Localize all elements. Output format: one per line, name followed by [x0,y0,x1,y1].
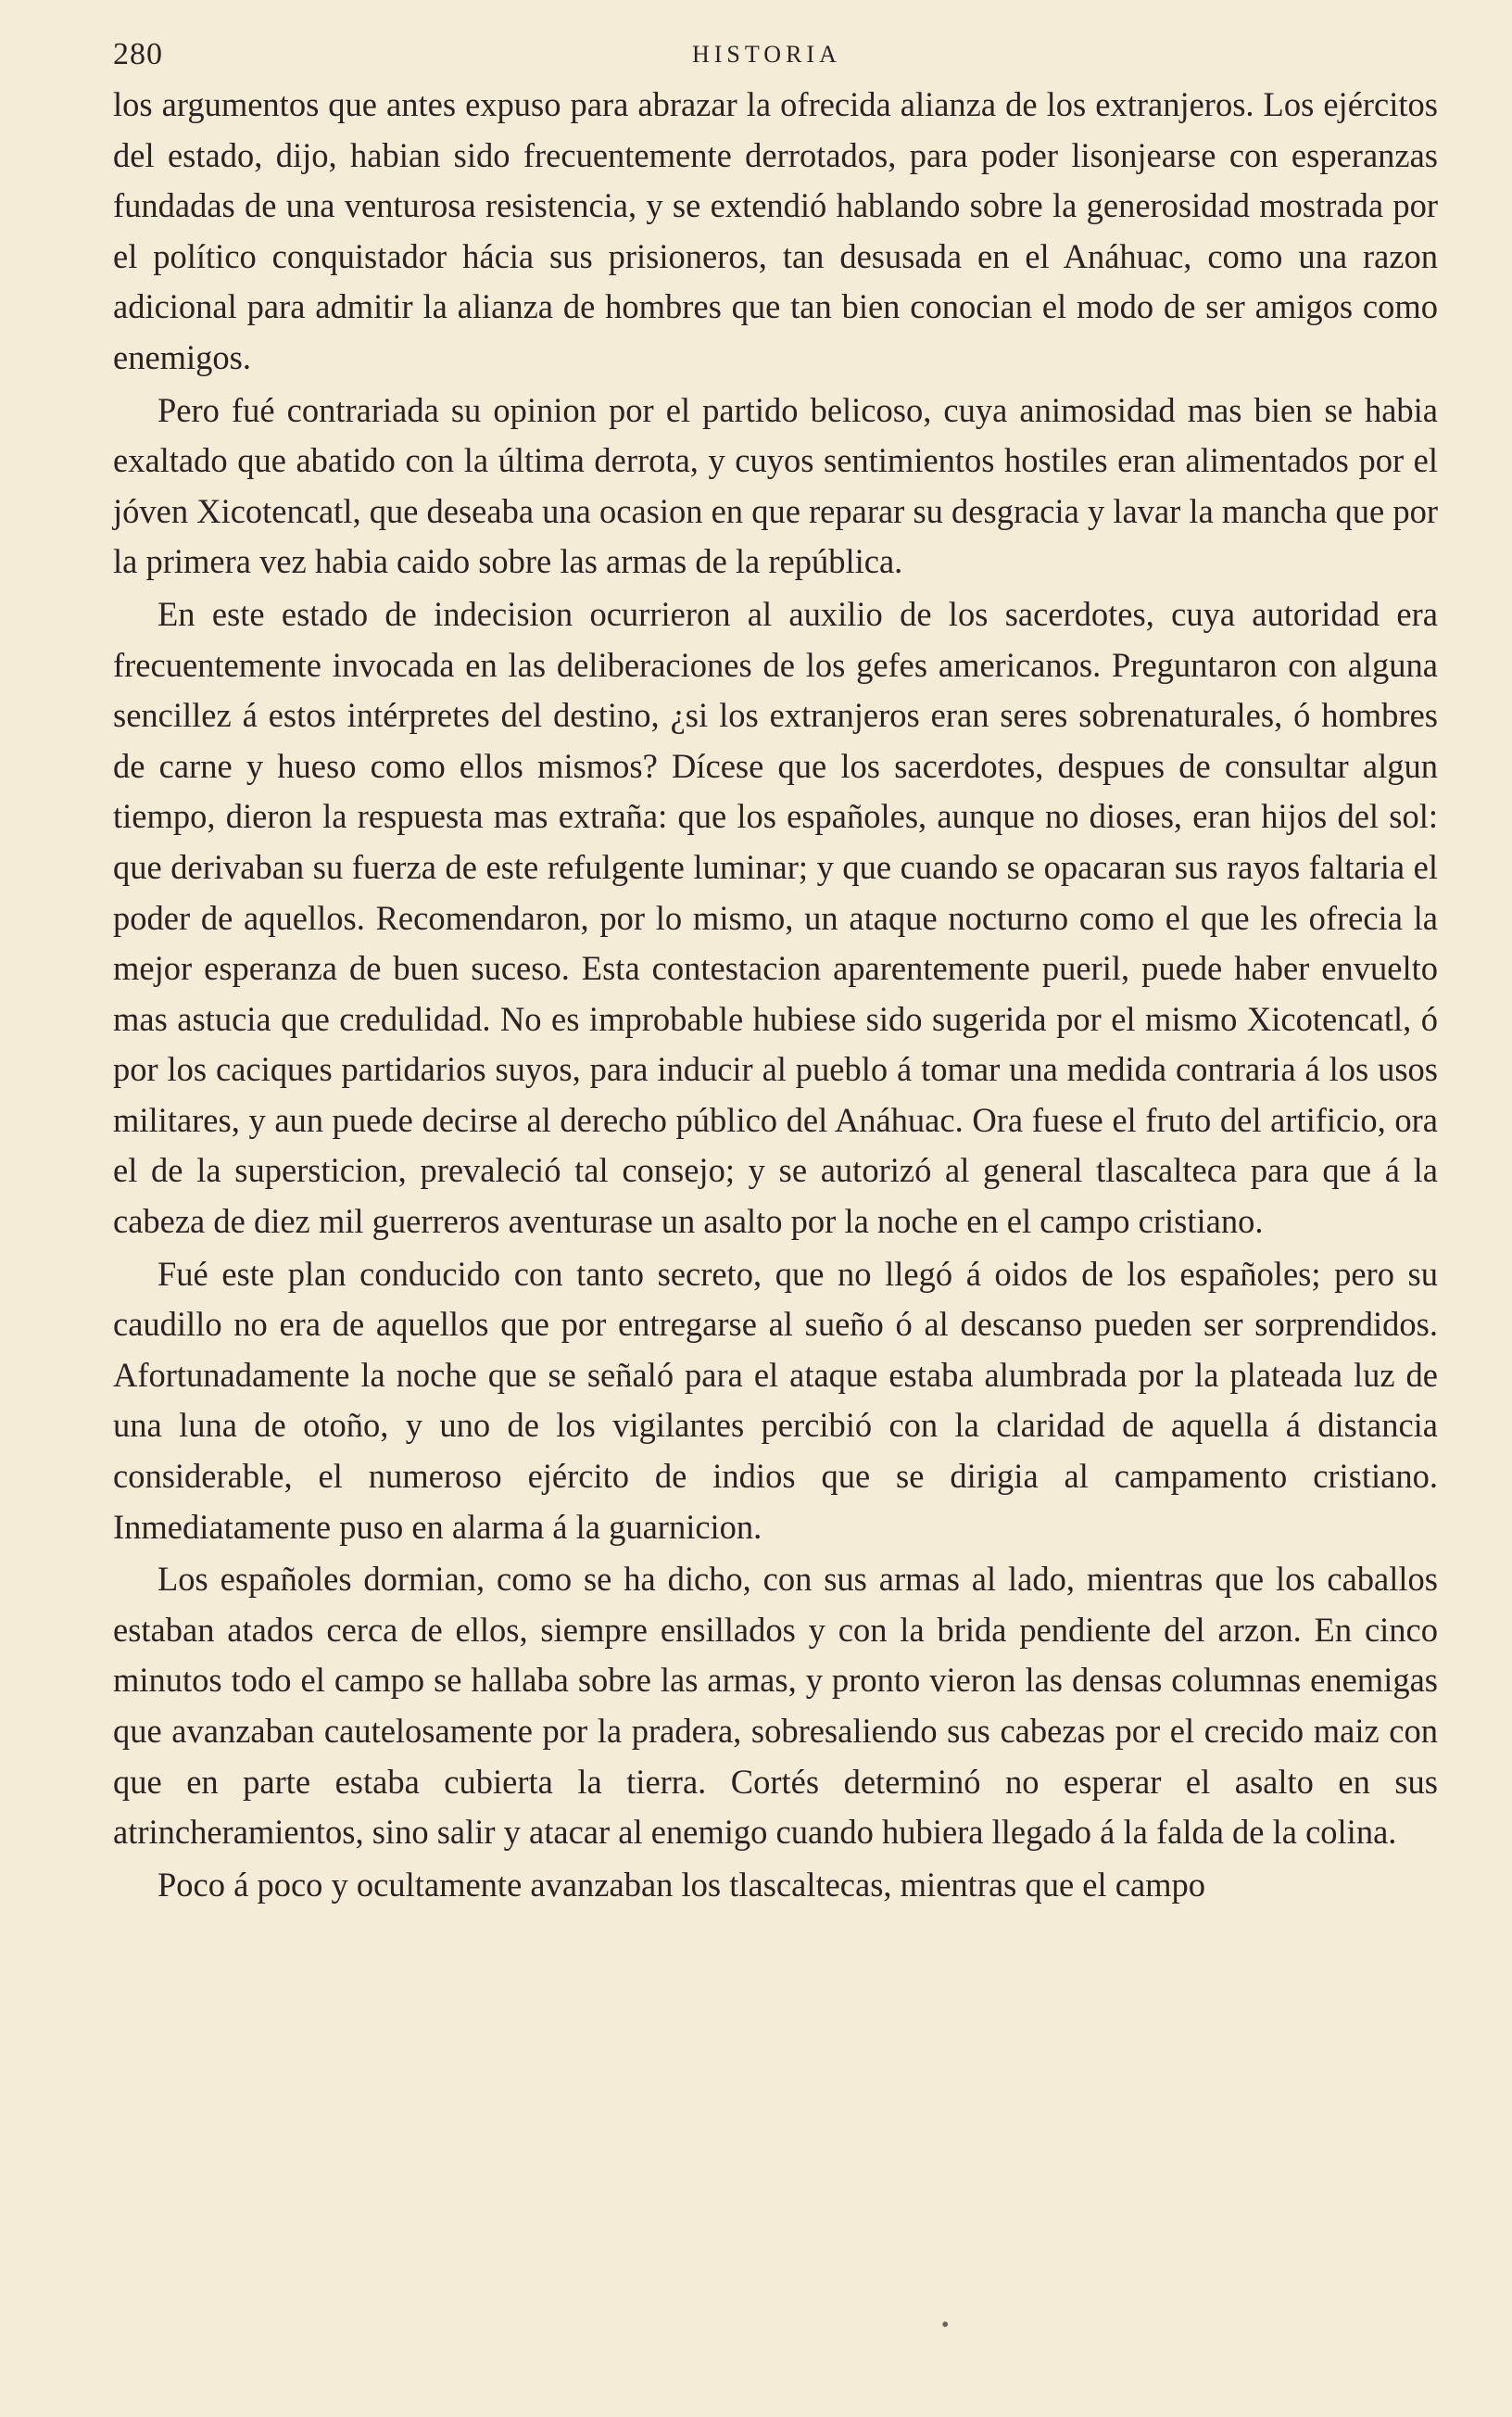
page-number: 280 [113,37,163,71]
running-head: HISTORIA [692,41,841,68]
page-header [113,37,1438,78]
paragraph-1: los argumentos que antes expuso para abrazar la ofrecida alianza de los extranjeros. Los ejércitos del estado, dijo, habian sido frecuentemente derrotados, para poder lisonjearse con esperanzas fundadas de una venturosa resistencia, y se extendió hablando sobre la generosidad mostrada por el político conquistador hácia sus prisioneros, tan desusada en el Anáhuac, como una razon adicional para admitir la alianza de hombres que tan bien conocian el modo de ser amigos como enemigos. [113,85,1438,376]
paragraph-4: Fué este plan conducido con tanto secreto, que no llegó á oidos de los españoles; pero su caudillo no era de aquellos que por entregarse al sueño ó al descanso pueden ser sorprendidos. Afortunadamente la noche que se señaló para el ataque estaba alumbrada por la plateada luz de una luna de otoño, y uno de los vigilantes percibió con la claridad de aquella á distancia considerable, el numeroso ejército de indios que se dirigia al campamento cristiano. Inmediatamente puso en alarma á la guarnicion. [113,1254,1438,1546]
body-text [113,80,1438,1912]
paragraph-6: Poco á poco y ocultamente avanzaban los tlascaltecas, mientras que el campo [158,1865,1206,1904]
paragraph-5: Los españoles dormian, como se ha dicho, con sus armas al lado, mientras que los caballos estaban atados cerca de ellos, siempre ensillados y con la brida pendiente del arzon. En cinco minutos todo el campo se hallaba sobre las armas, y pronto vieron las densas columnas enemigas que avanzaban cautelosamente por la pradera, sobresaliendo sus cabezas por el crecido maiz con que en parte estaba cubierta la tierra. Cortés determinó no esperar el asalto en sus atrincheramientos, sino salir y atacar al enemigo cuando hubiera llegado á la falda de la colina. [113,1560,1438,1852]
ink-speck: • [941,2313,950,2337]
paragraph-2: Pero fué contrariada su opinion por el partido belicoso, cuya animosidad mas bien se habia exaltado que abatido con la última derrota, y cuyos sentimientos hostiles eran alimentados por el jóven Xicotencatl, que deseaba una ocasion en que reparar su desgracia y lavar la mancha que por la primera vez habia caido sobre las armas de la república. [113,390,1438,581]
paragraph-3: En este estado de indecision ocurrieron al auxilio de los sacerdotes, cuya autoridad era frecuentemente invocada en las deliberaciones de los gefes americanos. Preguntaron con alguna sencillez á estos intérpretes del destino, ¿si los extranjeros eran seres sobrenaturales, ó hombres de carne y hueso como ellos mismos? Dícese que los sacerdotes, despues de consultar algun tiempo, dieron la respuesta mas extraña: que los españoles, aunque no dioses, eran hijos del sol: que derivaban su fuerza de este refulgente luminar; y que cuando se opacaran sus rayos faltaria el poder de aquellos. Recomendaron, por lo mismo, un ataque nocturno como el que les ofrecia la mejor esperanza de buen suceso. Esta contestacion aparentemente pueril, puede haber envuelto mas astucia que credulidad. No es improbable hubiese sido sugerida por el mismo Xicotencatl, ó por los caciques partidarios suyos, para inducir al pueblo á tomar una medida contraria á los usos militares, y aun puede decirse al derecho público del Anáhuac. Ora fuese el fruto del artificio, ora el de la supersticion, prevaleció tal consejo; y se autorizó al general tlascalteca para que á la cabeza de diez mil guerreros aventurase un asalto por la noche en el campo cristiano. [113,594,1438,1241]
